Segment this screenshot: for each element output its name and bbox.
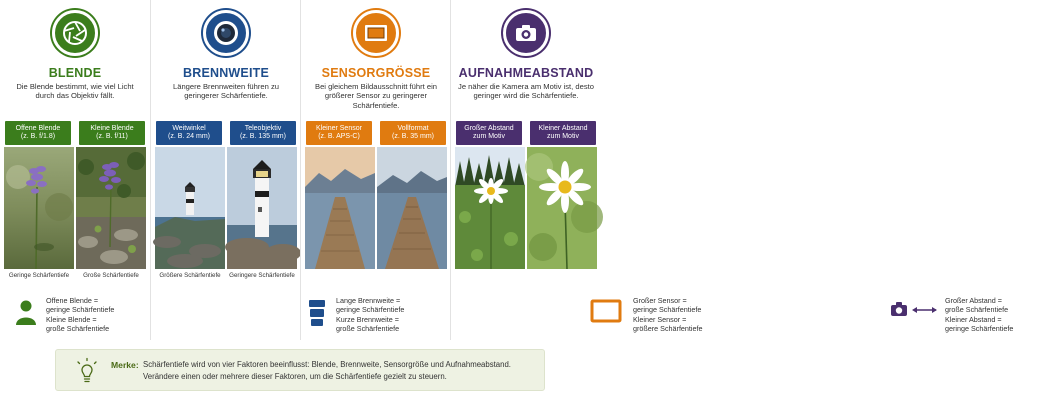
tag-line: (z. B. 135 mm) bbox=[240, 133, 286, 140]
photo-daisy-far bbox=[455, 147, 525, 269]
tag-line: Offene Blende bbox=[15, 124, 61, 132]
photo-pier-full-frame bbox=[377, 147, 447, 269]
tag-wide-angle bbox=[156, 121, 222, 145]
photo-flower-sharp bbox=[76, 147, 146, 269]
tag-line: Kleiner Sensor bbox=[316, 124, 362, 132]
legend-line: Kurze Brennweite = bbox=[336, 315, 399, 325]
person-icon bbox=[14, 298, 38, 326]
tag-small-sensor bbox=[306, 121, 372, 145]
lightbulb-icon bbox=[76, 358, 98, 384]
legend-line: Lange Brennweite = bbox=[336, 296, 401, 305]
legend-text bbox=[945, 297, 1049, 333]
tag-line: Weitwinkel bbox=[172, 124, 206, 132]
caption-deep: Große Schärfentiefe bbox=[83, 272, 139, 279]
tag-line: (z. B. 24 mm) bbox=[167, 133, 210, 140]
tag-near-distance bbox=[530, 121, 596, 145]
tag-line: Teleobjektiv bbox=[244, 124, 282, 132]
column-blende bbox=[0, 0, 150, 340]
legend-text bbox=[633, 297, 731, 333]
tag-line: Kleine Blende bbox=[90, 124, 134, 132]
column-description: Bei gleichem Bildausschnitt führt ein größerer Sensor zu geringerer Schärfentiefe. bbox=[315, 82, 437, 110]
legend-line: Kleine Blende = bbox=[46, 315, 97, 325]
photo-flower-blurred bbox=[4, 147, 74, 269]
merke-box bbox=[55, 349, 545, 391]
photo-pier-aps-c bbox=[305, 147, 375, 269]
tag-far-distance bbox=[456, 121, 522, 145]
caption-deep: Größere Schärfentiefe bbox=[159, 272, 221, 279]
camera-distance-icon bbox=[889, 298, 939, 322]
column-description: Je näher die Kamera am Motiv ist, desto geringer wird die Schärfentiefe. bbox=[458, 82, 594, 101]
tag-line: zum Motiv bbox=[473, 133, 505, 140]
column-title: SENSORGRÖSSE bbox=[321, 66, 431, 80]
tag-line: Großer Abstand bbox=[464, 124, 514, 132]
tag-telephoto bbox=[230, 121, 296, 145]
column-title: BRENNWEITE bbox=[182, 66, 270, 80]
merke-line: Verändere einen oder mehrere dieser Faktoren, um die Schärfentiefe gezielt zu steuern. bbox=[143, 372, 447, 381]
sensor-icon bbox=[353, 10, 399, 56]
legend-line: große Schärfentiefe bbox=[336, 323, 400, 333]
caption-shallow: Geringere Schärfentiefe bbox=[229, 272, 295, 279]
tag-small-aperture bbox=[79, 121, 145, 145]
legend-line: Offene Blende = bbox=[46, 296, 99, 305]
legend-line: Großer Abstand = bbox=[945, 296, 1002, 305]
legend-line: geringe Schärfentiefe bbox=[336, 304, 405, 314]
tag-line: Kleiner Abstand bbox=[538, 124, 588, 132]
column-title: AUFNAHMEABSTAND bbox=[458, 66, 594, 80]
legend-line: Kleiner Abstand = bbox=[945, 315, 1002, 325]
tag-line: (z. B. f/1.8) bbox=[20, 133, 56, 140]
legend-text bbox=[46, 297, 146, 333]
legend-line: größere Schärfentiefe bbox=[633, 323, 703, 333]
column-description: Längere Brennweiten führen zu geringerer Schärfentiefe. bbox=[173, 82, 279, 101]
merke-text bbox=[111, 359, 541, 383]
caption-shallow: Geringe Schärfentiefe bbox=[8, 272, 70, 279]
tag-line: (z. B. f/11) bbox=[96, 133, 128, 140]
photo-daisy-near bbox=[527, 147, 597, 269]
column-title: BLENDE bbox=[48, 66, 102, 80]
tag-line: zum Motiv bbox=[547, 133, 579, 140]
aperture-icon bbox=[52, 10, 98, 56]
column-description: Die Blende bestimmt, wie viel Licht durch das Objektiv fällt. bbox=[16, 82, 134, 101]
camera-icon bbox=[503, 10, 549, 56]
tag-full-frame bbox=[380, 121, 446, 145]
legend-line: große Schärfentiefe bbox=[46, 323, 110, 333]
legend-line: große Schärfentiefe bbox=[945, 304, 1009, 314]
legend-line: geringe Schärfentiefe bbox=[46, 304, 115, 314]
lens-icon bbox=[203, 10, 249, 56]
photo-lighthouse-wide bbox=[155, 147, 225, 269]
tag-line: Vollformat bbox=[397, 124, 429, 132]
legend-line: geringe Schärfentiefe bbox=[945, 323, 1014, 333]
photo-lighthouse-tele bbox=[227, 147, 297, 269]
tag-open-aperture bbox=[5, 121, 71, 145]
merke-line: Schärfentiefe wird von vier Faktoren beeinflusst: Blende, Brennweite, Sensorgröße und Aufnahmeabstand. bbox=[143, 360, 511, 369]
tag-line: (z. B. APS-C) bbox=[318, 133, 360, 140]
legend-line: Kleiner Sensor = bbox=[633, 315, 687, 325]
legend-line: Großer Sensor = bbox=[633, 296, 687, 305]
legend-line: geringe Schärfentiefe bbox=[633, 304, 702, 314]
merke-label: Merke: bbox=[111, 360, 139, 370]
tag-line: (z. B. 35 mm) bbox=[391, 133, 434, 140]
